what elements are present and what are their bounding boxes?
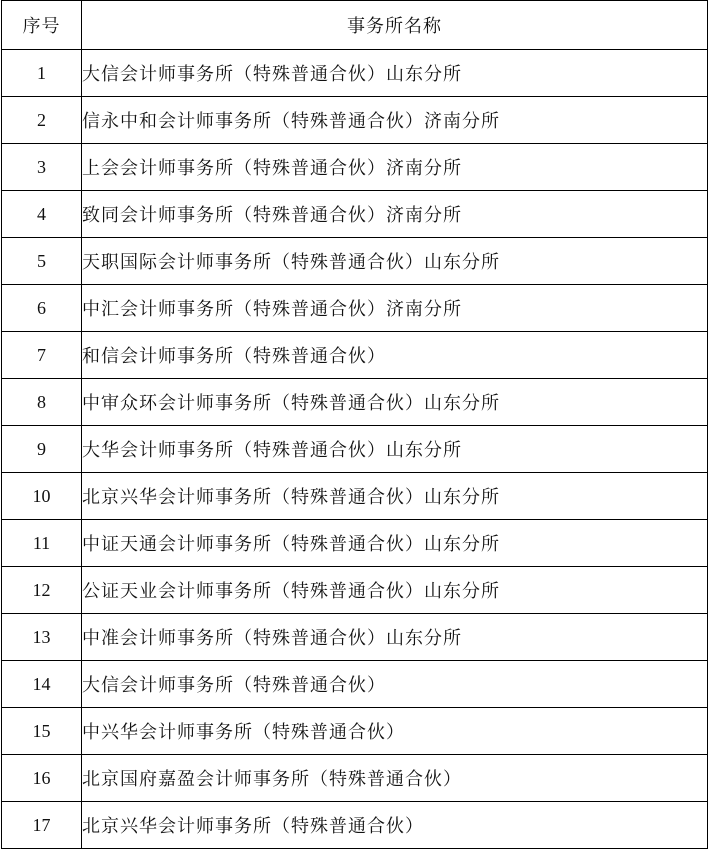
firm-name: 信永中和会计师事务所（特殊普通合伙）济南分所 — [82, 97, 708, 144]
row-number: 15 — [2, 708, 82, 755]
table-row — [2, 379, 708, 426]
firm-name: 大华会计师事务所（特殊普通合伙）山东分所 — [82, 426, 708, 473]
table-row — [2, 802, 708, 849]
table-row — [2, 708, 708, 755]
row-number: 1 — [2, 50, 82, 97]
table-row — [2, 473, 708, 520]
row-number: 9 — [2, 426, 82, 473]
row-number: 17 — [2, 802, 82, 849]
accounting-firm-table — [1, 0, 708, 849]
firm-name: 中汇会计师事务所（特殊普通合伙）济南分所 — [82, 285, 708, 332]
row-number: 5 — [2, 238, 82, 285]
row-number: 14 — [2, 661, 82, 708]
firm-name: 北京兴华会计师事务所（特殊普通合伙）山东分所 — [82, 473, 708, 520]
firm-name: 中审众环会计师事务所（特殊普通合伙）山东分所 — [82, 379, 708, 426]
row-number: 7 — [2, 332, 82, 379]
row-number: 8 — [2, 379, 82, 426]
firm-name: 大信会计师事务所（特殊普通合伙） — [82, 661, 708, 708]
firm-name: 和信会计师事务所（特殊普通合伙） — [82, 332, 708, 379]
table-row — [2, 238, 708, 285]
table-row — [2, 426, 708, 473]
row-number: 11 — [2, 520, 82, 567]
firm-name: 北京兴华会计师事务所（特殊普通合伙） — [82, 802, 708, 849]
firm-name: 致同会计师事务所（特殊普通合伙）济南分所 — [82, 191, 708, 238]
firm-name: 天职国际会计师事务所（特殊普通合伙）山东分所 — [82, 238, 708, 285]
firm-name: 上会会计师事务所（特殊普通合伙）济南分所 — [82, 144, 708, 191]
firm-name: 中准会计师事务所（特殊普通合伙）山东分所 — [82, 614, 708, 661]
table-row — [2, 614, 708, 661]
table-row — [2, 520, 708, 567]
table-row — [2, 661, 708, 708]
table-row — [2, 285, 708, 332]
row-number: 4 — [2, 191, 82, 238]
firm-name: 大信会计师事务所（特殊普通合伙）山东分所 — [82, 50, 708, 97]
row-number: 16 — [2, 755, 82, 802]
firm-name: 公证天业会计师事务所（特殊普通合伙）山东分所 — [82, 567, 708, 614]
row-number: 6 — [2, 285, 82, 332]
table-row — [2, 50, 708, 97]
table-row — [2, 97, 708, 144]
row-number: 10 — [2, 473, 82, 520]
firm-name: 北京国府嘉盈会计师事务所（特殊普通合伙） — [82, 755, 708, 802]
firm-name: 中兴华会计师事务所（特殊普通合伙） — [82, 708, 708, 755]
row-number: 2 — [2, 97, 82, 144]
table-row — [2, 755, 708, 802]
table-row — [2, 332, 708, 379]
header-number: 序号 — [2, 1, 82, 50]
row-number: 3 — [2, 144, 82, 191]
table-row — [2, 144, 708, 191]
table-header-row — [2, 1, 708, 50]
row-number: 12 — [2, 567, 82, 614]
header-firm-name: 事务所名称 — [82, 1, 708, 50]
row-number: 13 — [2, 614, 82, 661]
firm-name: 中证天通会计师事务所（特殊普通合伙）山东分所 — [82, 520, 708, 567]
table-row — [2, 567, 708, 614]
table-row — [2, 191, 708, 238]
